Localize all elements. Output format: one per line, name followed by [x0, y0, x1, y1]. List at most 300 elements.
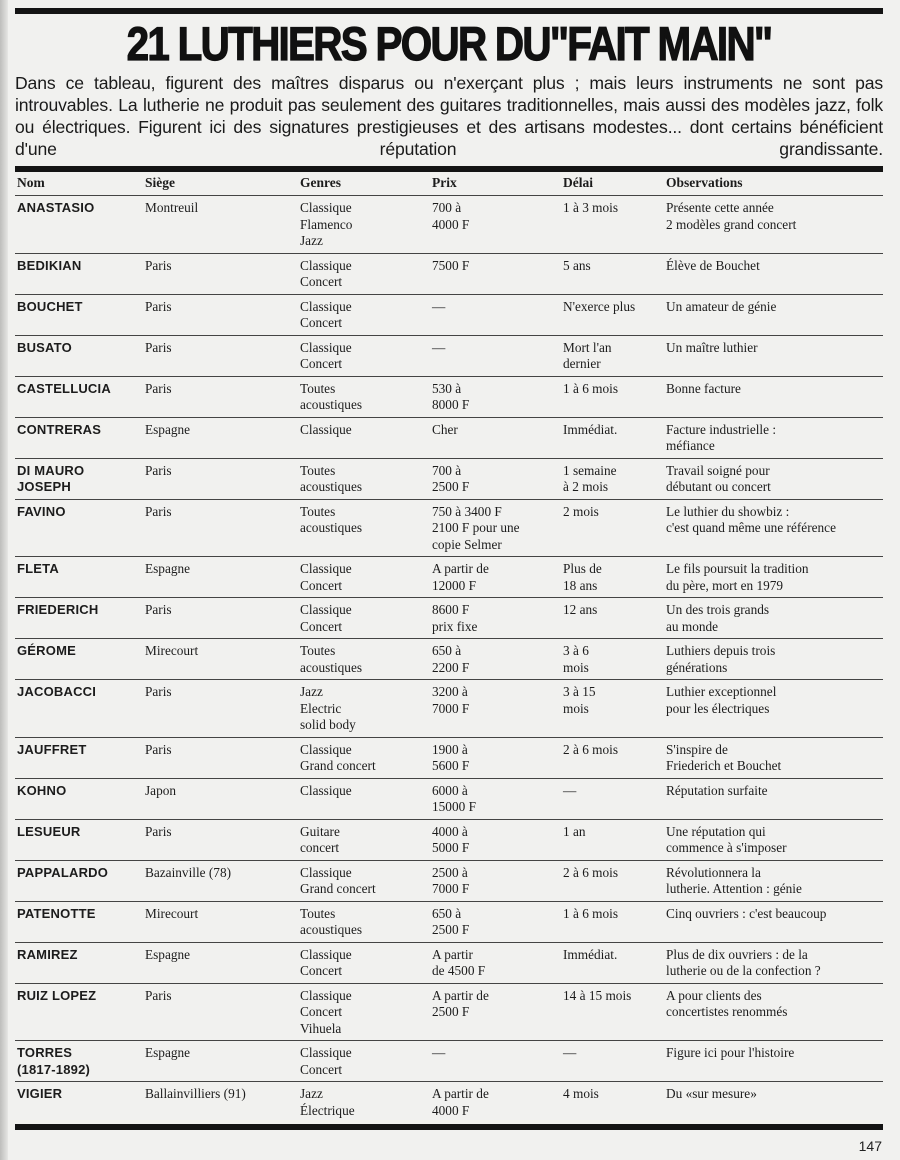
cell-nom [15, 639, 145, 680]
cell-genres [300, 737, 432, 778]
cell-genres-line: Classique [300, 864, 352, 880]
cell-genres [300, 598, 432, 639]
cell-delai-line: 3 à 6 [563, 643, 589, 658]
cell-delai [563, 417, 666, 458]
cell-nom [15, 1041, 145, 1082]
cell-prix [432, 901, 563, 942]
cell-delai-line: — [563, 782, 577, 798]
cell-genres-line: Toutes [300, 905, 336, 921]
cell-siege [145, 942, 300, 983]
cell-siege [145, 376, 300, 417]
cell-observations-line: Réputation surfaite [666, 782, 768, 798]
cell-siege-line: Mirecourt [145, 643, 199, 658]
cell-observations-line: Présente cette année [666, 200, 774, 215]
cell-observations [666, 639, 883, 680]
cell-observations-line: Luthier exceptionnel [666, 684, 777, 699]
cell-observations-line: A pour clients des [666, 987, 762, 1003]
cell-observations-line: 2 modèles grand concert [666, 216, 797, 232]
cell-nom-line: BOUCHET [17, 298, 83, 314]
cell-prix-line: 650 à [432, 905, 462, 921]
cell-prix-line: 5600 F [432, 758, 470, 773]
cell-genres-line: acoustiques [300, 659, 363, 675]
cell-delai [563, 1041, 666, 1082]
cell-prix-line: 12000 F [432, 577, 476, 593]
cell-prix [432, 1041, 563, 1082]
cell-observations-line: méfiance [666, 438, 715, 453]
cell-genres-line: Électrique [300, 1102, 355, 1118]
cell-siege [145, 737, 300, 778]
cell-genres-line: Classique [300, 200, 352, 215]
cell-observations [666, 598, 883, 639]
cell-siege-line: Espagne [145, 1045, 191, 1060]
cell-observations-line: lutherie. Attention : génie [666, 881, 802, 896]
cell-nom [15, 196, 145, 254]
cell-nom [15, 680, 145, 738]
cell-siege [145, 983, 300, 1041]
cell-observations [666, 458, 883, 499]
cell-delai [563, 458, 666, 499]
cell-prix-line: A partir [432, 946, 473, 962]
cell-genres-line: concert [300, 840, 340, 855]
cell-nom-line: TORRES [17, 1045, 73, 1060]
cell-prix-line: — [432, 1045, 446, 1060]
cell-delai-line: 1 semaine [563, 462, 617, 478]
cell-siege-line: Bazainville (78) [145, 864, 232, 880]
cell-genres-line: Classique [300, 1045, 352, 1060]
cell-observations-line: lutherie ou de la confection ? [666, 963, 821, 978]
cell-observations-line: Bonne facture [666, 380, 741, 396]
cell-genres [300, 942, 432, 983]
cell-prix [432, 376, 563, 417]
cell-nom-line: RUIZ LOPEZ [17, 987, 97, 1003]
cell-observations-line: Un maître luthier [666, 339, 758, 355]
cell-prix-line: de 4500 F [432, 963, 486, 978]
cell-genres-line: Classique [300, 561, 352, 576]
cell-siege-line: Espagne [145, 421, 191, 437]
cell-genres [300, 1082, 432, 1123]
cell-delai [563, 942, 666, 983]
cell-prix-line: prix fixe [432, 618, 478, 634]
cell-observations-line: Travail soigné pour [666, 462, 770, 478]
cell-observations [666, 294, 883, 335]
cell-delai-line: mois [563, 659, 589, 675]
cell-nom [15, 598, 145, 639]
cell-prix-line: — [432, 298, 446, 314]
cell-prix [432, 778, 563, 819]
cell-prix [432, 819, 563, 860]
cell-delai-line: 12 ans [563, 602, 598, 617]
cell-nom [15, 737, 145, 778]
cell-genres-line: Classique [300, 946, 352, 962]
cell-siege-line: Paris [145, 257, 172, 273]
table-row [15, 417, 883, 458]
cell-observations-line: c'est quand même une référence [666, 520, 836, 535]
cell-siege [145, 196, 300, 254]
cell-delai-line: 18 ans [563, 577, 598, 593]
cell-prix-line: 6000 à [432, 782, 468, 798]
cell-nom-line: RAMIREZ [17, 946, 78, 962]
table-row [15, 983, 883, 1041]
cell-observations [666, 557, 883, 598]
cell-nom-line: VIGIER [17, 1086, 63, 1101]
cell-siege-line: Paris [145, 503, 172, 519]
cell-nom-line: LESUEUR [17, 823, 81, 839]
cell-delai [563, 778, 666, 819]
table-row [15, 819, 883, 860]
cell-observations-line: Figure ici pour l'histoire [666, 1045, 795, 1060]
cell-observations [666, 1082, 883, 1123]
cell-genres-line: Grand concert [300, 881, 376, 896]
cell-siege [145, 557, 300, 598]
cell-genres-line: Guitare [300, 823, 340, 839]
cell-prix-line: 700 à [432, 462, 462, 478]
cell-genres-line: Toutes [300, 380, 336, 396]
cell-genres [300, 417, 432, 458]
cell-delai-line: 5 ans [563, 257, 591, 273]
cell-siege-line: Ballainvilliers (91) [145, 1086, 246, 1101]
cell-delai [563, 294, 666, 335]
cell-nom-line: DI MAURO [17, 462, 85, 478]
header-siege: Siège [145, 172, 300, 196]
table-row [15, 942, 883, 983]
cell-observations [666, 737, 883, 778]
cell-prix-line: 2500 F [432, 479, 470, 494]
cell-siege-line: Japon [145, 782, 177, 798]
luthiers-table [15, 172, 883, 1122]
cell-genres [300, 680, 432, 738]
cell-siege [145, 417, 300, 458]
magazine-page [15, 0, 883, 1130]
header-nom: Nom [15, 172, 145, 196]
cell-prix-line: 8000 F [432, 397, 470, 412]
cell-prix [432, 335, 563, 376]
table-row [15, 499, 883, 557]
cell-siege [145, 860, 300, 901]
cell-prix-line: A partir de [432, 561, 489, 576]
cell-observations [666, 417, 883, 458]
cell-observations-line: au monde [666, 618, 719, 634]
cell-delai-line: Immédiat. [563, 421, 618, 437]
cell-prix [432, 417, 563, 458]
cell-siege-line: Paris [145, 380, 172, 396]
cell-genres-line: acoustiques [300, 479, 363, 494]
cell-prix-line: copie Selmer [432, 536, 502, 552]
cell-prix [432, 737, 563, 778]
cell-nom [15, 778, 145, 819]
cell-nom-line: GÉROME [17, 643, 76, 658]
cell-prix [432, 499, 563, 557]
cell-prix-line: Cher [432, 421, 458, 437]
cell-siege [145, 253, 300, 294]
cell-prix [432, 942, 563, 983]
cell-observations-line: Cinq ouvriers : c'est beaucoup [666, 905, 827, 921]
cell-siege [145, 499, 300, 557]
cell-prix-line: 1900 à [432, 741, 468, 757]
cell-nom [15, 294, 145, 335]
cell-observations [666, 196, 883, 254]
cell-genres-line: acoustiques [300, 397, 363, 412]
cell-prix-line: 15000 F [432, 799, 476, 814]
cell-genres-line: Classique [300, 602, 352, 617]
cell-observations-line: concertistes renommés [666, 1004, 788, 1019]
cell-genres-line: Concert [300, 1004, 343, 1019]
cell-observations-line: pour les électriques [666, 700, 770, 716]
cell-siege [145, 335, 300, 376]
cell-nom-line: PAPPALARDO [17, 864, 109, 880]
cell-prix [432, 983, 563, 1041]
cell-delai-line: Mort l'an [563, 339, 612, 355]
cell-nom [15, 860, 145, 901]
cell-prix-line: 7000 F [432, 881, 470, 896]
cell-delai [563, 598, 666, 639]
cell-delai-line: 3 à 15 [563, 684, 596, 699]
cell-delai [563, 557, 666, 598]
header-genres: Genres [300, 172, 432, 196]
cell-observations-line: Le fils poursuit la tradition [666, 561, 809, 576]
cell-genres-line: Grand concert [300, 758, 376, 773]
cell-nom [15, 417, 145, 458]
bottom-rule [15, 1124, 883, 1130]
cell-nom-line: PATENOTTE [17, 905, 96, 921]
cell-genres [300, 778, 432, 819]
table-row [15, 557, 883, 598]
cell-delai [563, 253, 666, 294]
cell-observations-line: Un des trois grands [666, 602, 770, 617]
cell-observations [666, 376, 883, 417]
table-row [15, 335, 883, 376]
cell-delai-line: 1 à 3 mois [563, 200, 619, 215]
cell-genres-line: Vihuela [300, 1020, 342, 1036]
table-row [15, 901, 883, 942]
cell-genres-line: Toutes [300, 503, 336, 519]
cell-delai-line: Plus de [563, 561, 602, 576]
cell-observations-line: commence à s'imposer [666, 840, 787, 855]
cell-nom-line: BEDIKIAN [17, 257, 82, 273]
cell-observations [666, 901, 883, 942]
cell-nom-line: FRIEDERICH [17, 602, 99, 617]
cell-prix-line: 2500 F [432, 922, 470, 937]
cell-prix-line: 5000 F [432, 840, 470, 855]
cell-observations-line: Un amateur de génie [666, 298, 777, 314]
cell-delai-line: 2 à 6 mois [563, 864, 619, 880]
cell-genres [300, 901, 432, 942]
cell-genres-line: Toutes [300, 462, 336, 478]
cell-genres [300, 253, 432, 294]
cell-genres-line: Classique [300, 257, 352, 273]
cell-nom [15, 942, 145, 983]
cell-genres-line: Electric [300, 700, 342, 716]
cell-siege [145, 680, 300, 738]
cell-observations-line: Plus de dix ouvriers : de la [666, 946, 808, 962]
cell-delai-line: dernier [563, 356, 601, 371]
table-row [15, 778, 883, 819]
cell-delai [563, 196, 666, 254]
cell-prix [432, 196, 563, 254]
cell-prix-line: 530 à [432, 380, 462, 396]
cell-observations-line: Révolutionnera la [666, 864, 761, 880]
cell-nom-line: ANASTASIO [17, 200, 95, 215]
cell-siege [145, 1082, 300, 1123]
cell-delai [563, 1082, 666, 1123]
cell-delai-line: à 2 mois [563, 479, 609, 494]
cell-nom-line: CASTELLUCIA [17, 380, 111, 396]
cell-nom-line: KOHNO [17, 782, 67, 798]
cell-delai-line: — [563, 1045, 577, 1060]
cell-siege-line: Espagne [145, 946, 191, 962]
cell-prix [432, 639, 563, 680]
cell-prix [432, 860, 563, 901]
top-rule [15, 8, 883, 14]
cell-prix-line: 2200 F [432, 659, 470, 675]
cell-siege-line: Paris [145, 462, 172, 478]
cell-genres-line: Classique [300, 339, 352, 355]
cell-prix [432, 253, 563, 294]
cell-genres [300, 499, 432, 557]
cell-prix-line: 7500 F [432, 257, 470, 273]
cell-delai [563, 335, 666, 376]
cell-observations [666, 778, 883, 819]
cell-nom [15, 253, 145, 294]
table-row [15, 639, 883, 680]
table-row [15, 1082, 883, 1123]
table-row [15, 1041, 883, 1082]
cell-genres [300, 557, 432, 598]
cell-delai-line: 1 à 6 mois [563, 905, 619, 921]
table-row [15, 680, 883, 738]
cell-observations [666, 983, 883, 1041]
cell-delai-line: 1 an [563, 823, 586, 839]
cell-prix [432, 557, 563, 598]
header-observations: Observations [666, 172, 883, 196]
table-header-row [15, 172, 883, 196]
cell-delai-line: mois [563, 700, 589, 716]
cell-siege [145, 819, 300, 860]
cell-siege [145, 598, 300, 639]
cell-observations-line: Le luthier du showbiz : [666, 503, 790, 519]
table-row [15, 458, 883, 499]
cell-nom [15, 376, 145, 417]
cell-siege [145, 639, 300, 680]
cell-prix [432, 458, 563, 499]
cell-genres-line: acoustiques [300, 520, 363, 535]
cell-genres-line: Concert [300, 1061, 343, 1077]
cell-siege-line: Paris [145, 298, 172, 314]
cell-genres-line: acoustiques [300, 922, 363, 937]
cell-nom [15, 458, 145, 499]
cell-siege-line: Paris [145, 684, 172, 699]
cell-siege [145, 778, 300, 819]
header-prix: Prix [432, 172, 563, 196]
cell-nom [15, 499, 145, 557]
table-row [15, 598, 883, 639]
cell-observations-line: Facture industrielle : [666, 421, 777, 437]
cell-genres [300, 376, 432, 417]
cell-delai-line: N'exerce plus [563, 298, 636, 314]
cell-prix [432, 294, 563, 335]
cell-genres [300, 1041, 432, 1082]
cell-observations [666, 1041, 883, 1082]
cell-observations [666, 860, 883, 901]
cell-delai-line: 4 mois [563, 1086, 599, 1101]
cell-observations-line: Une réputation qui [666, 823, 766, 839]
cell-genres-line: Concert [300, 618, 343, 634]
table-row [15, 253, 883, 294]
cell-genres [300, 196, 432, 254]
cell-genres-line: Jazz [300, 684, 323, 699]
cell-prix [432, 680, 563, 738]
cell-genres-line: Classique [300, 421, 352, 437]
cell-nom-line: CONTRERAS [17, 421, 102, 437]
table-row [15, 376, 883, 417]
page-gutter [0, 0, 8, 1160]
cell-genres-line: Concert [300, 315, 343, 330]
cell-observations-line: Élève de Bouchet [666, 257, 760, 273]
cell-genres-line: Classique [300, 987, 352, 1003]
cell-prix-line: 7000 F [432, 700, 470, 716]
cell-observations [666, 680, 883, 738]
cell-genres-line: Concert [300, 274, 343, 289]
cell-prix-line: 750 à 3400 F [432, 503, 502, 519]
cell-siege-line: Espagne [145, 561, 191, 576]
table-row [15, 860, 883, 901]
cell-prix-line: — [432, 339, 446, 355]
cell-nom-line: BUSATO [17, 339, 72, 355]
cell-siege-line: Paris [145, 987, 172, 1003]
cell-observations-line: du père, mort en 1979 [666, 577, 784, 593]
table-row [15, 294, 883, 335]
cell-observations [666, 499, 883, 557]
cell-delai-line: 14 à 15 mois [563, 987, 632, 1003]
cell-nom [15, 819, 145, 860]
cell-siege [145, 901, 300, 942]
cell-delai-line: Immédiat. [563, 946, 618, 962]
table-body [15, 196, 883, 1123]
cell-delai-line: 2 mois [563, 503, 599, 519]
cell-genres [300, 983, 432, 1041]
cell-prix-line: 4000 à [432, 823, 468, 839]
article-intro: Dans ce tableau, figurent des maîtres disparus ou n'exerçant plus ; mais leurs instruments ne sont pas introuvables. La lutherie ne produit pas seulement des guitares traditionnelles, mais aussi des modèles jazz, folk ou électriques. Figurent ici des signatures prestigieuses et des artisans modestes... dont certains bénéficient d'une réputation grandissante. [15, 73, 883, 159]
cell-siege-line: Paris [145, 602, 172, 617]
cell-genres-line: Toutes [300, 643, 336, 658]
cell-nom-line: FAVINO [17, 503, 66, 519]
cell-prix [432, 598, 563, 639]
cell-observations-line: Du «sur mesure» [666, 1086, 757, 1101]
cell-prix-line: 4000 F [432, 1102, 470, 1118]
cell-genres-line: Flamenco [300, 216, 353, 232]
cell-genres-line: Classique [300, 298, 352, 314]
cell-delai-line: 2 à 6 mois [563, 741, 619, 757]
cell-prix-line: 2500 F [432, 1004, 470, 1019]
cell-nom [15, 335, 145, 376]
cell-prix [432, 1082, 563, 1123]
cell-genres [300, 860, 432, 901]
cell-genres [300, 335, 432, 376]
cell-delai [563, 983, 666, 1041]
cell-delai [563, 376, 666, 417]
cell-delai [563, 737, 666, 778]
table-row [15, 196, 883, 254]
cell-siege [145, 458, 300, 499]
cell-delai [563, 499, 666, 557]
cell-observations [666, 819, 883, 860]
table-row [15, 737, 883, 778]
cell-observations-line: Friederich et Bouchet [666, 758, 782, 773]
cell-observations [666, 942, 883, 983]
cell-delai-line: 1 à 6 mois [563, 380, 619, 396]
cell-siege-line: Paris [145, 823, 172, 839]
cell-genres-line: Concert [300, 963, 343, 978]
cell-siege-line: Paris [145, 339, 172, 355]
